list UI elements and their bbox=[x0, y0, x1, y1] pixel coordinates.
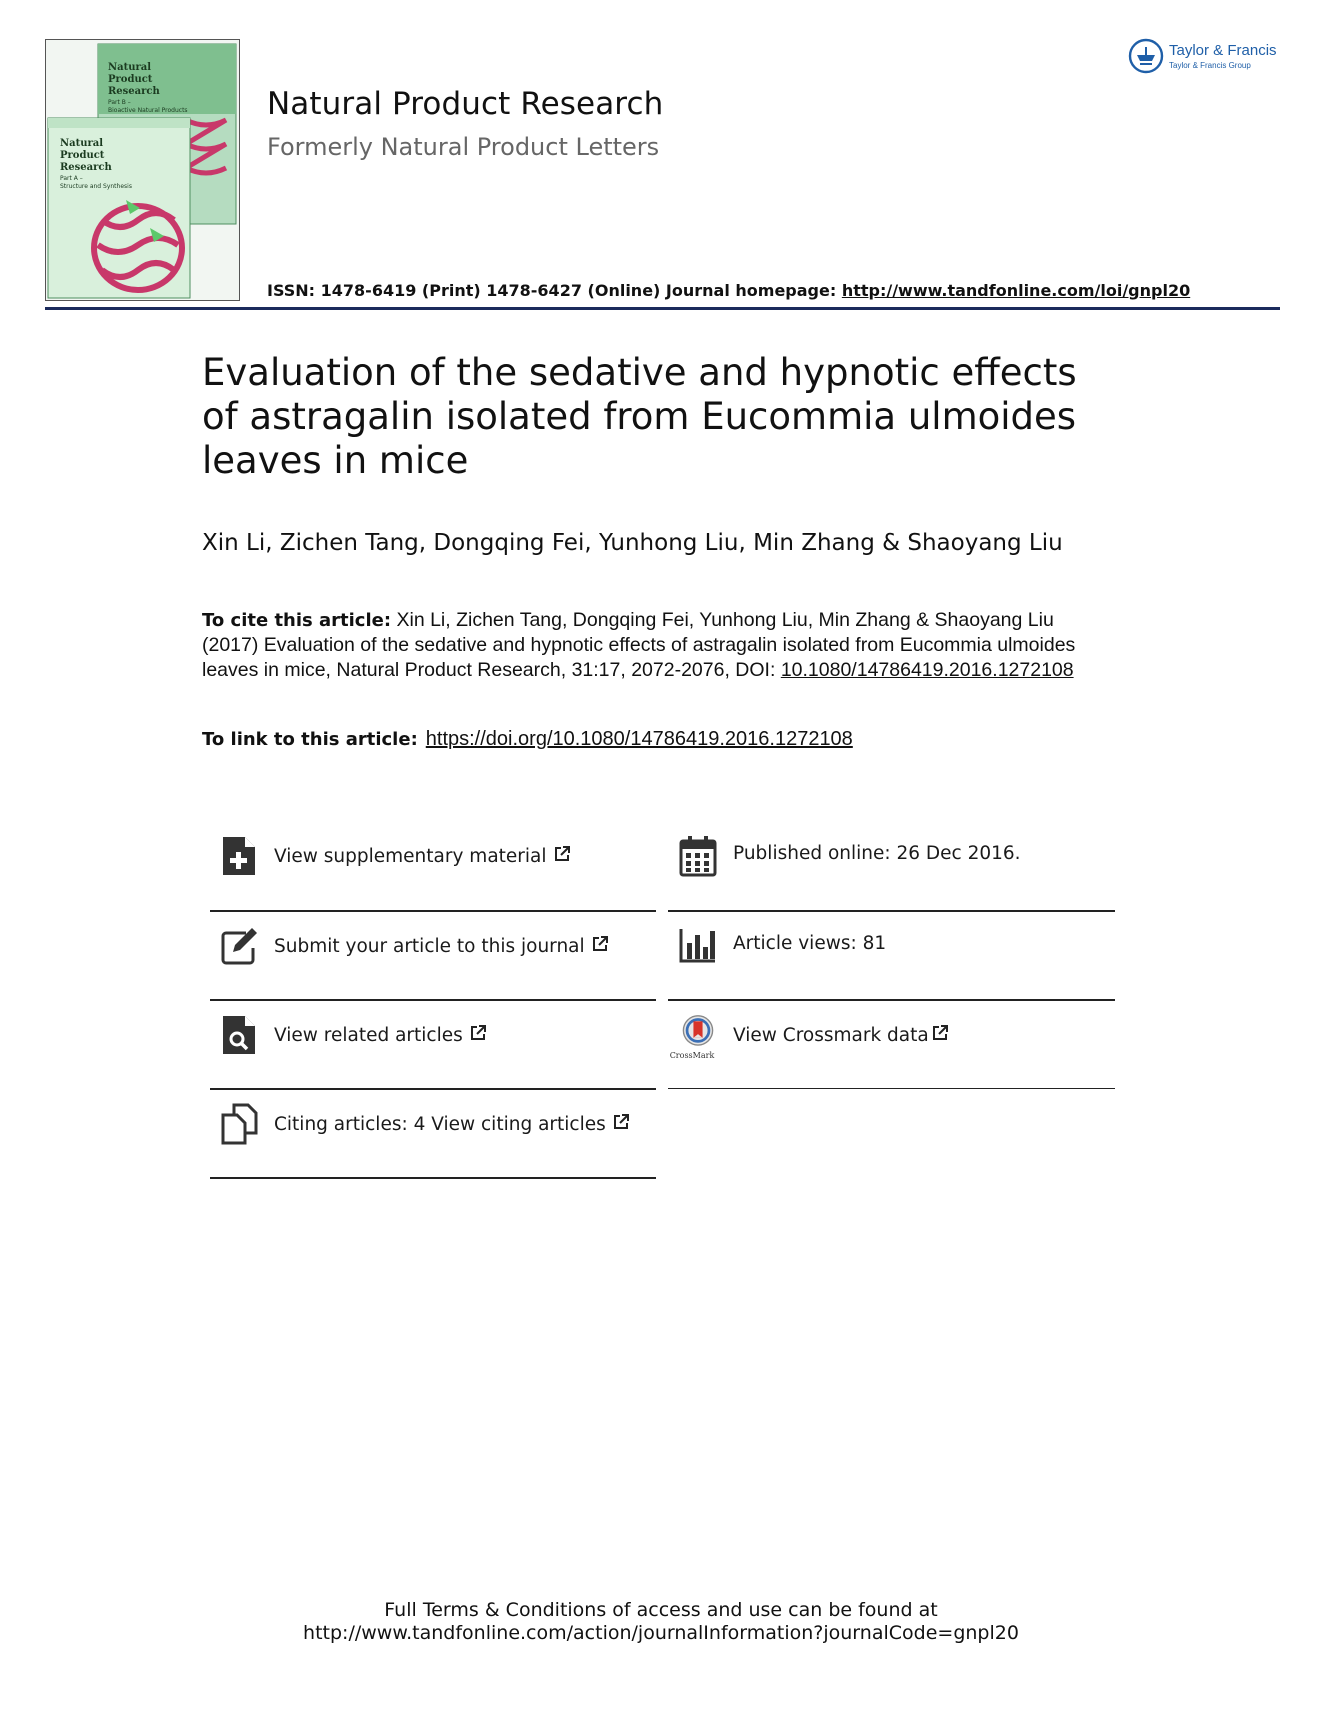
cover-illustration bbox=[46, 40, 239, 300]
journal-title: Natural Product Research bbox=[267, 86, 664, 122]
divider bbox=[210, 1088, 656, 1090]
header-rule bbox=[45, 307, 1280, 310]
related-articles-text: View related articles bbox=[274, 1025, 463, 1046]
article-title: Evaluation of the sedative and hypnotic effects of astragalin isolated from Eucommia ulmoides leaves in mice bbox=[202, 351, 1077, 482]
publisher-name: Taylor & Francis bbox=[1169, 42, 1277, 59]
calendar-icon bbox=[679, 835, 717, 877]
related-articles-row[interactable] bbox=[210, 1014, 655, 1074]
supplementary-material-row[interactable] bbox=[210, 835, 655, 895]
citing-articles-text: Citing articles: 4 View citing articles bbox=[274, 1114, 606, 1135]
external-link-icon bbox=[591, 935, 609, 953]
citation-doi-link[interactable]: 10.1080/14786419.2016.1272108 bbox=[780, 659, 1074, 681]
svg-text:Part A –: Part A – bbox=[60, 175, 83, 182]
journal-subtitle: Formerly Natural Product Letters bbox=[267, 133, 660, 161]
svg-text:Natural: Natural bbox=[60, 138, 104, 149]
footer-terms-link[interactable]: http://www.tandfonline.com/action/journalInformation?journalCode=gnpl20 bbox=[303, 1622, 1019, 1644]
crossmark-row[interactable] bbox=[669, 1014, 1114, 1074]
svg-text:Research: Research bbox=[108, 86, 160, 97]
edit-icon bbox=[220, 925, 258, 967]
publisher-group: Taylor & Francis Group bbox=[1169, 61, 1251, 70]
divider bbox=[668, 1088, 1115, 1089]
external-link-icon bbox=[612, 1113, 630, 1131]
article-views-row bbox=[669, 925, 1114, 985]
journal-homepage-link[interactable]: http://www.tandfonline.com/loi/gnpl20 bbox=[841, 281, 1191, 300]
published-online-text: Published online: 26 Dec 2016. bbox=[733, 843, 1021, 864]
submit-article-row[interactable] bbox=[210, 925, 655, 985]
published-online-row bbox=[669, 835, 1114, 895]
svg-text:Bioactive Natural Products: Bioactive Natural Products bbox=[108, 107, 188, 114]
divider bbox=[210, 999, 656, 1001]
article-link-line bbox=[202, 728, 853, 751]
supplementary-material-label bbox=[274, 845, 571, 867]
svg-text:Product: Product bbox=[108, 74, 153, 85]
svg-text:Natural: Natural bbox=[108, 62, 152, 73]
search-document-icon bbox=[220, 1014, 258, 1056]
file-add-icon bbox=[220, 835, 258, 877]
crossmark-badge-label: CrossMark bbox=[669, 1051, 715, 1060]
article-views-text: Article views: 81 bbox=[733, 933, 887, 954]
crossmark-icon bbox=[679, 1014, 717, 1056]
external-link-icon bbox=[931, 1024, 949, 1042]
divider bbox=[668, 910, 1115, 912]
submit-article-text: Submit your article to this journal bbox=[274, 936, 585, 957]
bar-chart-icon bbox=[679, 925, 717, 967]
journal-cover-image bbox=[45, 39, 240, 301]
copy-documents-icon bbox=[220, 1103, 258, 1145]
citation-text: Xin Li, Zichen Tang, Dongqing Fei, Yunhong Liu, Min Zhang & Shaoyang Liu (2017) Evaluation of the sedative and hypnotic effects of astragalin isolated from Eucommia ulmoides leaves in mice, Natural Product Research, 31:17, 2072-2076, DOI: bbox=[202, 609, 1076, 681]
external-link-icon bbox=[469, 1024, 487, 1042]
svg-text:Structure and Synthesis: Structure and Synthesis bbox=[60, 183, 132, 190]
related-articles-label bbox=[274, 1024, 487, 1046]
svg-text:Part B –: Part B – bbox=[108, 99, 131, 106]
article-link-label: To link to this article: bbox=[202, 729, 418, 750]
svg-text:Product: Product bbox=[60, 150, 105, 161]
footer-line-1: Full Terms & Conditions of access and use can be found at bbox=[384, 1599, 938, 1621]
citation-block bbox=[202, 608, 1082, 683]
article-authors: Xin Li, Zichen Tang, Dongqing Fei, Yunhong Liu, Min Zhang & Shaoyang Liu bbox=[202, 530, 1063, 556]
supplementary-material-text: View supplementary material bbox=[274, 846, 547, 867]
taylor-francis-logo-icon bbox=[1128, 38, 1164, 74]
footer-terms bbox=[0, 1599, 1322, 1645]
issn-text: ISSN: 1478-6419 (Print) 1478-6427 (Online) Journal homepage: bbox=[267, 281, 842, 300]
citing-articles-row[interactable] bbox=[210, 1103, 655, 1163]
article-doi-link[interactable]: https://doi.org/10.1080/14786419.2016.1272108 bbox=[425, 728, 853, 750]
crossmark-label bbox=[733, 1024, 949, 1046]
citation-label: To cite this article: bbox=[202, 610, 392, 631]
crossmark-text: View Crossmark data bbox=[733, 1025, 929, 1046]
divider bbox=[210, 1177, 656, 1179]
external-link-icon bbox=[553, 845, 571, 863]
submit-article-label bbox=[274, 935, 609, 957]
divider bbox=[210, 910, 656, 912]
citing-articles-label bbox=[274, 1113, 630, 1135]
divider bbox=[668, 999, 1115, 1001]
svg-text:Research: Research bbox=[60, 162, 112, 173]
issn-line bbox=[267, 281, 1190, 300]
